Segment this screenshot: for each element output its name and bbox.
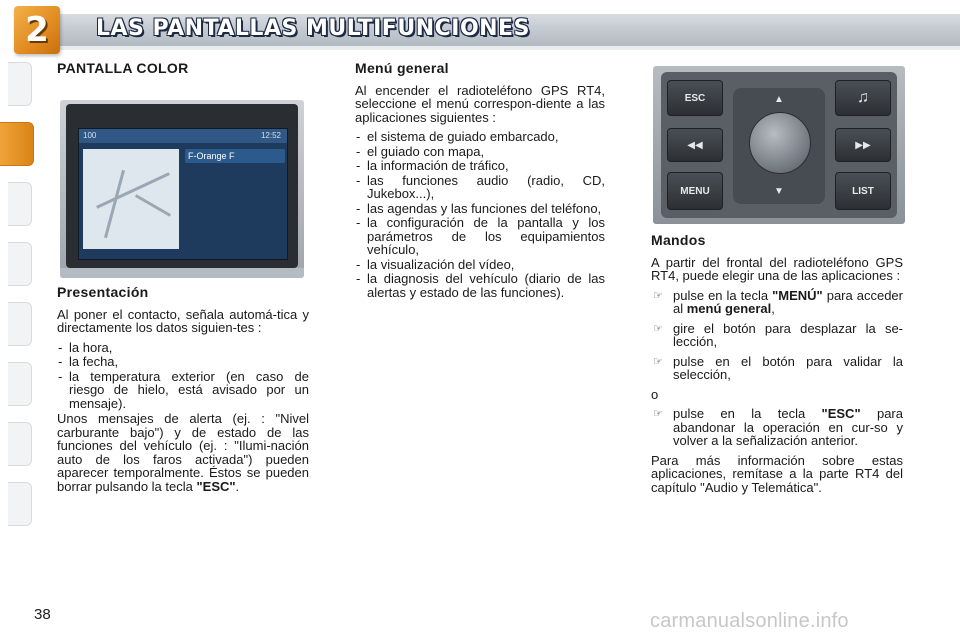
step-text: para acceder al: [673, 287, 903, 316]
list-button: LIST: [835, 172, 891, 210]
rewind-button: [667, 128, 723, 162]
control-panel: [661, 72, 897, 218]
list-item: - el guiado con mapa,: [355, 145, 605, 159]
list-item: - la diagnosis del vehículo (diario de las alertas y estado de las funciones).: [355, 272, 605, 299]
list-item: - la hora,: [57, 341, 309, 355]
chapter-tab-4: [8, 242, 32, 286]
up-arrow-icon: ▲: [774, 93, 784, 105]
chapter-tab-5: [8, 302, 32, 346]
list-item: - la información de tráfico,: [355, 159, 605, 173]
chapter-tab-6: [8, 362, 32, 406]
screen-station: F-Orange F: [185, 149, 285, 163]
esc-button: ESC: [667, 80, 723, 116]
rewind-icon: ◀◀: [687, 139, 703, 151]
presentacion-paragraph: [57, 412, 309, 493]
or-separator: o: [651, 386, 659, 402]
screen-status-bar: [79, 129, 287, 143]
esc-key-label: "ESC": [821, 406, 861, 421]
screen-display: [78, 128, 288, 260]
map-road: [96, 172, 170, 209]
chapter-tab-8: [8, 482, 32, 526]
map-road: [135, 194, 171, 217]
right-column: [651, 234, 903, 500]
page-number: 38: [34, 606, 51, 623]
left-column: [57, 62, 309, 84]
esc-key-label: "ESC": [196, 478, 236, 494]
list-item: - las agendas y las funciones del teléfono,: [355, 202, 605, 216]
screen-speed: 100: [83, 131, 97, 140]
menu-key-label: "MENÚ": [772, 287, 823, 303]
screen-info-row: [185, 179, 285, 189]
chapter-tab-strip: [0, 62, 34, 574]
header-band-edge: [40, 46, 960, 50]
middle-column: [355, 62, 605, 301]
control-panel-photo: [653, 66, 905, 224]
list-item: - el sistema de guiado embarcado,: [355, 130, 605, 144]
hand-pointer-icon: ☞: [653, 355, 663, 368]
watermark: carmanualsonline.info: [650, 610, 849, 632]
forward-button: [835, 128, 891, 162]
chapter-badge: [14, 6, 60, 54]
presentacion-section: [57, 286, 309, 499]
step-text: ,: [771, 301, 775, 316]
step-item: [651, 355, 903, 382]
up-arrow-button: [757, 90, 801, 108]
step-item: [651, 407, 903, 448]
screen-info-row: [185, 169, 285, 179]
chapter-number: 2: [25, 10, 49, 50]
chapter-tab-2-active: [0, 122, 34, 166]
mandos-steps-alt: [651, 407, 903, 448]
list-item: - la fecha,: [57, 355, 309, 369]
section-heading-mandos: Mandos: [651, 232, 706, 248]
list-item: - las funciones audio (radio, CD, Jukebox...),: [355, 174, 605, 201]
paragraph-text: .: [235, 478, 240, 494]
forward-icon: ▶▶: [855, 139, 871, 151]
list-item: - la visualización del vídeo,: [355, 258, 605, 272]
chapter-tab-7: [8, 422, 32, 466]
step-item: [651, 322, 903, 349]
page-header: [0, 0, 960, 56]
mandos-intro: A partir del frontal del radioteléfono GPS RT4, puede elegir una de las aplicaciones :: [651, 254, 903, 283]
section-heading-menu-general: Menú general: [355, 60, 449, 76]
step-text: para abandonar la operación en cur-so y volver a la señalización anterior.: [673, 406, 903, 448]
step-text: pulse en el botón para validar la selección,: [673, 353, 903, 382]
screen-time: 12:52: [260, 131, 281, 140]
mandos-closing: Para más información sobre estas aplicaciones, remítase a la parte RT4 del capítulo "Audio y Telemática".: [651, 452, 903, 495]
step-text: pulse en la tecla: [673, 287, 773, 303]
menu-general-list: [355, 130, 605, 299]
list-item: - la configuración de la pantalla y los parámetros de los equipamientos vehículo,: [355, 216, 605, 257]
rotary-knob: [749, 112, 811, 174]
presentacion-intro: Al poner el contacto, señala automá-tica y directamente los datos siguien-tes :: [57, 306, 309, 335]
music-button: [835, 80, 891, 116]
step-text: pulse en la tecla: [673, 406, 822, 421]
chapter-tab-1: [8, 62, 32, 106]
color-screen-photo: [60, 100, 304, 278]
down-arrow-icon: ▼: [774, 185, 784, 197]
page-title: LAS PANTALLAS MULTIFUNCIONES: [96, 16, 530, 41]
section-heading-pantalla-color: PANTALLA COLOR: [57, 60, 189, 76]
section-heading-presentacion: Presentación: [57, 284, 149, 300]
down-arrow-button: [757, 182, 801, 200]
screen-info-panel: [185, 149, 285, 249]
presentacion-list: [57, 341, 309, 411]
music-note-icon: ♫: [857, 89, 869, 106]
hand-pointer-icon: ☞: [653, 322, 663, 335]
hand-pointer-icon: ☞: [653, 408, 663, 420]
step-text: gire el botón para desplazar la se-lección,: [673, 320, 903, 349]
menu-button: MENU: [667, 172, 723, 210]
chapter-tab-3: [8, 182, 32, 226]
list-item: - la temperatura exterior (en caso de riesgo de hielo, está avisado por un mensaje).: [57, 370, 309, 411]
screen-base: [60, 268, 304, 278]
mandos-steps: [651, 289, 903, 382]
hand-pointer-icon: ☞: [653, 289, 663, 302]
menu-general-label: menú general: [686, 301, 772, 316]
screen-map: [83, 149, 179, 249]
paragraph-text: Unos mensajes de alerta (ej. : "Nivel carburante bajo") y de estado de las funciones del vehículo (ej. : "Ilumi-nación auto de los faros activada") pueden aparecer temporalmente. Éstos se pueden borrar pulsando la tecla: [57, 411, 309, 494]
menu-general-intro: Al encender el radioteléfono GPS RT4, seleccione el menú correspon-diente a las aplicaciones siguientes :: [355, 82, 605, 125]
step-item: [651, 289, 903, 316]
